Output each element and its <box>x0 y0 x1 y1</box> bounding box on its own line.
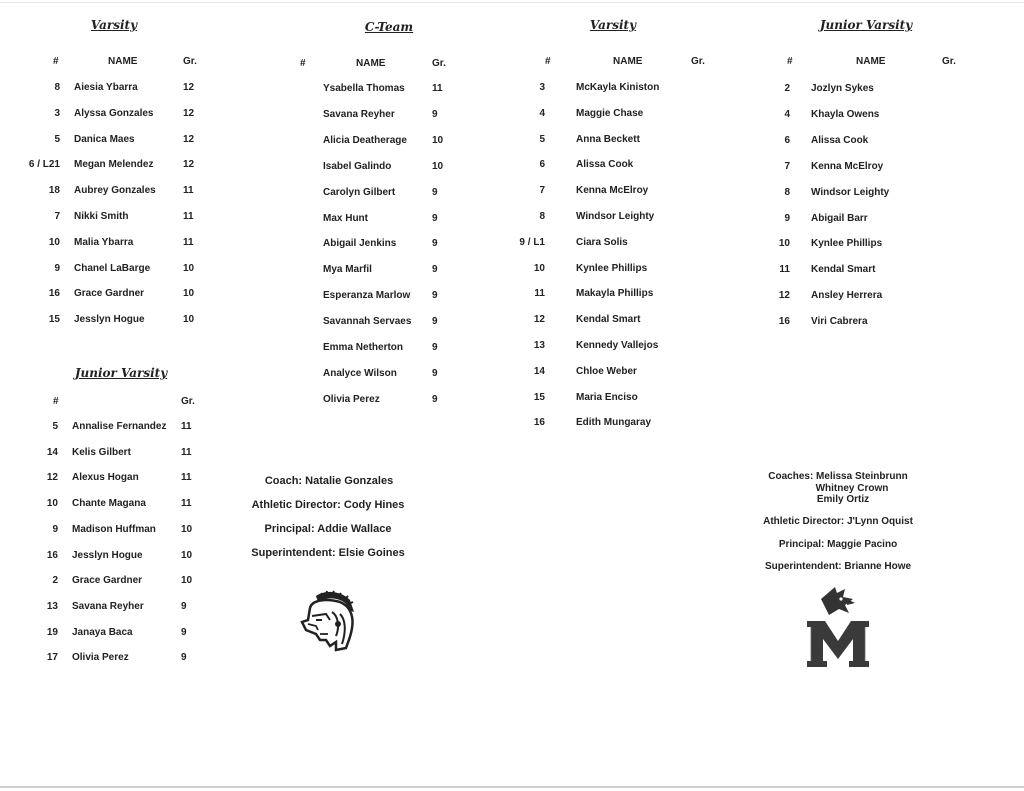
right-jv-header-number: # <box>787 56 793 67</box>
player-number: 11 <box>534 288 545 300</box>
right-varsity-header-number: # <box>545 56 551 67</box>
right-varsity-header-grade: Gr. <box>691 56 705 67</box>
player-number: 13 <box>533 340 545 351</box>
player-number: 19 <box>46 626 58 638</box>
player-name: Megan Melendez <box>74 159 154 171</box>
player-grade: 10 <box>181 549 193 561</box>
player-name: Savana Reyher <box>72 600 144 612</box>
player-number: 10 <box>778 238 790 250</box>
player-number: 11 <box>779 264 790 276</box>
right-coaches-line2: Whitney Crown <box>815 483 889 494</box>
right-athletic-director: Athletic Director: J'Lynn Oquist <box>763 516 913 527</box>
player-name: Aubrey Gonzales <box>74 185 156 197</box>
player-grade: 11 <box>183 185 194 197</box>
player-name: Alissa Cook <box>811 134 869 146</box>
player-name: Kynlee Phillips <box>576 262 648 274</box>
player-name: Mya Marfil <box>323 264 372 276</box>
player-grade: 9 <box>432 393 438 405</box>
player-name: Jesslyn Hogue <box>74 314 145 326</box>
player-name: Emma Netherton <box>323 342 404 353</box>
left-principal: Principal: Addie Wallace <box>264 523 392 535</box>
player-grade: 10 <box>181 523 193 535</box>
c-team-header-number: # <box>300 58 306 69</box>
c-team-header-grade: Gr. <box>432 58 446 69</box>
player-number: 16 <box>46 549 58 561</box>
player-name: Savannah Servaes <box>323 316 412 328</box>
player-number: 14 <box>46 446 58 458</box>
c-team-title: C-Team <box>364 20 414 34</box>
player-name: Esperanza Marlow <box>323 290 411 302</box>
page-edge-top <box>0 2 1024 3</box>
player-number: 9 / L1 <box>519 236 545 248</box>
player-number: 10 <box>48 236 60 248</box>
right-varsity-title: Varsity <box>589 18 637 32</box>
player-number: 8 <box>784 186 790 198</box>
player-number: 10 <box>46 498 58 510</box>
player-name: Annalise Fernandez <box>72 421 167 432</box>
player-number: 10 <box>533 262 545 274</box>
right-jv-title: Junior Varsity <box>819 18 913 32</box>
player-grade: 10 <box>181 575 193 587</box>
player-name: Maria Enciso <box>576 391 638 403</box>
player-number: 12 <box>46 472 58 484</box>
player-number: 12 <box>778 290 790 302</box>
player-name: Isabel Galindo <box>323 160 392 172</box>
player-name: Khayla Owens <box>811 108 880 120</box>
player-name: Edith Mungaray <box>576 417 652 429</box>
player-grade: 12 <box>183 159 195 171</box>
right-principal: Principal: Maggie Pacino <box>778 539 898 550</box>
player-grade: 11 <box>181 498 192 510</box>
player-number: 17 <box>46 652 58 664</box>
player-grade: 10 <box>183 288 195 300</box>
player-name: Makayla Phillips <box>576 288 654 300</box>
player-grade: 9 <box>432 186 438 198</box>
player-grade: 12 <box>183 133 195 145</box>
player-number: 8 <box>539 211 545 222</box>
player-name: Kenna McElroy <box>576 185 649 197</box>
left-jv-header-grade: Gr. <box>181 396 195 407</box>
player-name: Kelis Gilbert <box>72 446 131 458</box>
player-name: Grace Gardner <box>74 288 145 300</box>
player-number: 4 <box>784 108 790 120</box>
left-jv-title: Junior Varsity <box>74 366 168 380</box>
player-name: Jozlyn Sykes <box>811 83 874 94</box>
player-name: Alicia Deatherage <box>323 134 407 146</box>
player-name: Maggie Chase <box>576 107 644 119</box>
player-number: 15 <box>533 391 545 403</box>
player-number: 15 <box>48 314 60 326</box>
player-name: Alexus Hogan <box>72 472 139 484</box>
player-grade: 11 <box>181 421 192 432</box>
player-number: 7 <box>54 211 60 222</box>
right-jv-header-grade: Gr. <box>942 56 956 67</box>
player-number: 12 <box>533 314 545 326</box>
player-grade: 11 <box>183 211 194 222</box>
player-number: 3 <box>539 82 545 93</box>
left-varsity-header-number: # <box>53 56 59 67</box>
player-grade: 11 <box>181 446 192 458</box>
player-name: McKayla Kiniston <box>576 82 660 93</box>
player-number: 2 <box>784 83 790 94</box>
left-athletic-director: Athletic Director: Cody Hines <box>251 499 405 511</box>
right-jv-header-name: NAME <box>856 56 886 67</box>
player-grade: 10 <box>183 314 195 326</box>
player-number: 6 / L21 <box>28 159 60 171</box>
cardinal-m-icon <box>805 585 871 669</box>
player-number: 16 <box>533 417 545 429</box>
player-number: 5 <box>539 133 545 145</box>
player-number: 13 <box>46 600 58 612</box>
left-jv-header-number: # <box>53 396 59 407</box>
player-name: Ciara Solis <box>576 236 628 248</box>
player-name: Kennedy Vallejos <box>576 340 659 351</box>
player-number: 5 <box>54 133 60 145</box>
player-name: Chante Magana <box>72 498 146 510</box>
player-name: Savana Reyher <box>323 108 395 120</box>
player-name: Aiesia Ybarra <box>74 82 138 93</box>
player-name: Chanel LaBarge <box>74 262 151 274</box>
spartan-helmet-icon <box>296 590 358 654</box>
player-grade: 11 <box>183 236 194 248</box>
player-name: Alyssa Gonzales <box>74 107 154 119</box>
page-edge-bottom <box>0 786 1024 788</box>
player-grade: 9 <box>432 238 438 250</box>
player-name: Windsor Leighty <box>576 211 655 222</box>
player-grade: 12 <box>183 107 195 119</box>
player-name: Windsor Leighty <box>811 186 890 198</box>
player-grade: 9 <box>432 264 438 276</box>
player-name: Malia Ybarra <box>74 236 134 248</box>
player-grade: 9 <box>181 626 187 638</box>
c-team-header-name: NAME <box>356 58 386 69</box>
player-name: Anna Beckett <box>576 133 640 145</box>
player-number: 2 <box>52 575 58 587</box>
player-number: 8 <box>54 82 60 93</box>
player-name: Kendal Smart <box>576 314 641 326</box>
player-grade: 10 <box>432 134 444 146</box>
player-name: Viri Cabrera <box>811 316 868 328</box>
player-name: Ysabella Thomas <box>323 83 405 94</box>
player-number: 6 <box>539 159 545 171</box>
player-grade: 9 <box>181 600 187 612</box>
player-name: Abigail Barr <box>811 212 868 224</box>
player-grade: 9 <box>432 316 438 328</box>
player-number: 5 <box>52 421 58 432</box>
left-coach: Coach: Natalie Gonzales <box>264 475 394 487</box>
player-name: Kynlee Phillips <box>811 238 883 250</box>
right-coaches-line1: Coaches: Melissa Steinbrunn <box>768 471 908 482</box>
left-superintendent: Superintendent: Elsie Goines <box>251 547 405 559</box>
player-grade: 11 <box>181 472 192 484</box>
player-number: 14 <box>533 365 545 377</box>
player-name: Olivia Perez <box>323 393 380 405</box>
player-name: Grace Gardner <box>72 575 143 587</box>
player-grade: 10 <box>432 160 444 172</box>
player-name: Carolyn Gilbert <box>323 186 396 198</box>
player-name: Ansley Herrera <box>811 290 883 302</box>
left-varsity-header-grade: Gr. <box>183 56 197 67</box>
player-name: Analyce Wilson <box>323 367 397 379</box>
player-name: Danica Maes <box>74 133 135 145</box>
player-grade: 11 <box>432 83 443 94</box>
player-name: Alissa Cook <box>576 159 634 171</box>
player-name: Janaya Baca <box>72 626 133 638</box>
player-name: Olivia Perez <box>72 652 129 664</box>
player-name: Nikki Smith <box>74 211 129 222</box>
player-number: 9 <box>52 523 58 535</box>
left-varsity-title: Varsity <box>90 18 138 32</box>
player-number: 9 <box>54 262 60 274</box>
player-grade: 9 <box>432 108 438 120</box>
right-superintendent: Superintendent: Brianne Howe <box>764 561 912 572</box>
player-number: 7 <box>539 185 545 197</box>
left-varsity-header-name: NAME <box>108 56 138 67</box>
player-grade: 9 <box>432 290 438 302</box>
right-varsity-header-name: NAME <box>613 56 643 67</box>
player-grade: 10 <box>183 262 195 274</box>
player-name: Abigail Jenkins <box>323 238 397 250</box>
player-name: Max Hunt <box>323 212 368 224</box>
player-grade: 9 <box>181 652 187 664</box>
player-number: 16 <box>778 316 790 328</box>
player-number: 18 <box>48 185 60 197</box>
player-name: Chloe Weber <box>576 365 637 377</box>
player-grade: 9 <box>432 367 438 379</box>
player-number: 6 <box>784 134 790 146</box>
player-grade: 12 <box>183 82 195 93</box>
player-name: Kenna McElroy <box>811 160 884 172</box>
player-number: 7 <box>784 160 790 172</box>
player-name: Madison Huffman <box>72 523 156 535</box>
player-number: 3 <box>54 107 60 119</box>
player-name: Kendal Smart <box>811 264 876 276</box>
player-number: 16 <box>48 288 60 300</box>
player-number: 9 <box>784 212 790 224</box>
player-number: 4 <box>539 107 545 119</box>
player-name: Jesslyn Hogue <box>72 549 143 561</box>
player-grade: 9 <box>432 212 438 224</box>
right-coaches-line3: Emily Ortiz <box>816 494 870 505</box>
player-grade: 9 <box>432 342 438 353</box>
